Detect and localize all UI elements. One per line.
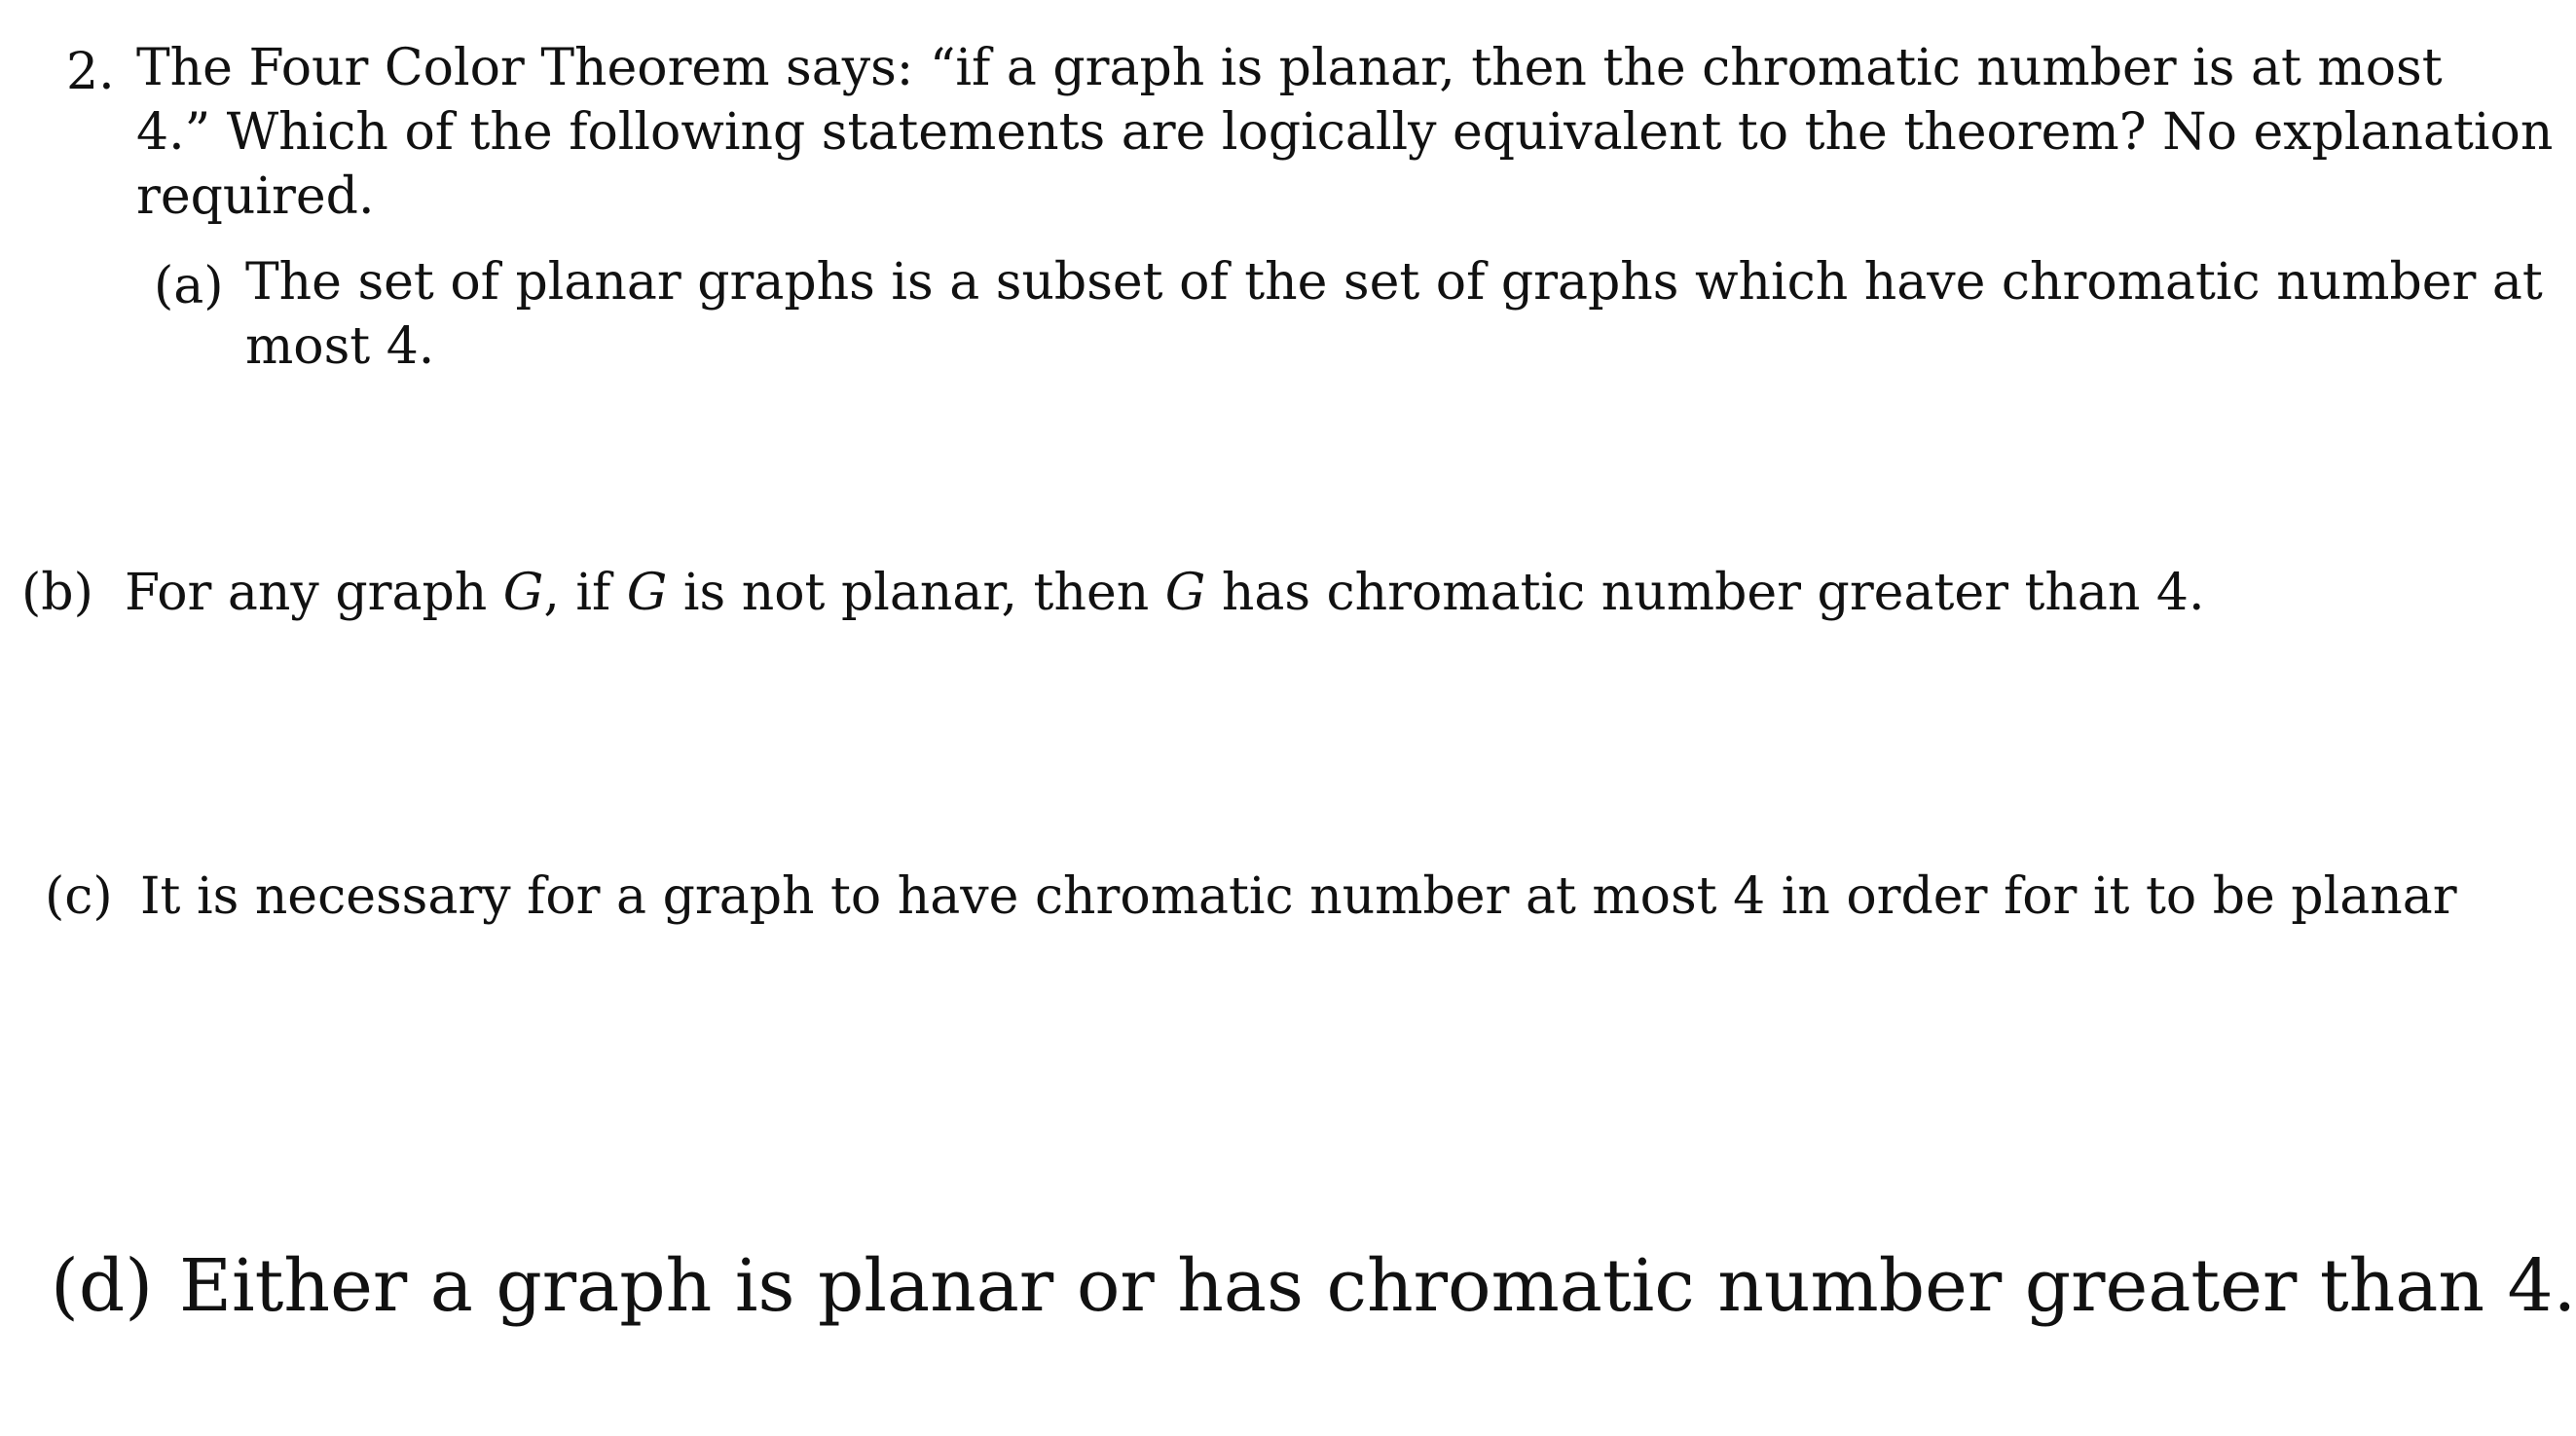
option-b-text [125,564,2205,622]
option-a-label: (a) [154,257,224,315]
option-d-text: Either a graph is planar or has chromatic number greater than 4. [179,1244,2576,1328]
math-variable-g: G [626,564,668,622]
option-b-text-part: For any graph [125,564,503,622]
option-b-text-part: is not planar, then [667,564,1165,622]
question-number: 2. [66,43,115,101]
option-a-line-1: The set of planar graphs is a subset of the set of graphs which have chromatic number at [245,253,2543,312]
option-c-label: (c) [45,867,113,926]
math-variable-g: G [1164,564,1206,622]
option-a-line-2: most 4. [245,317,435,376]
option-b-text-part: has chromatic number greater than 4. [1205,564,2205,622]
question-stem-line-2: 4.” Which of the following statements are logically equivalent to the theorem? No explanation [136,103,2554,162]
option-c-text: It is necessary for a graph to have chromatic number at most 4 in order for it to be planar [140,867,2457,926]
option-b-label: (b) [21,564,93,622]
question-stem-line-3: required. [136,167,375,226]
option-d-label: (d) [51,1244,154,1328]
math-variable-g: G [502,564,544,622]
question-stem-line-1: The Four Color Theorem says: “if a graph is planar, then the chromatic number is at most [136,39,2443,97]
option-b-text-part: , if [543,564,627,622]
